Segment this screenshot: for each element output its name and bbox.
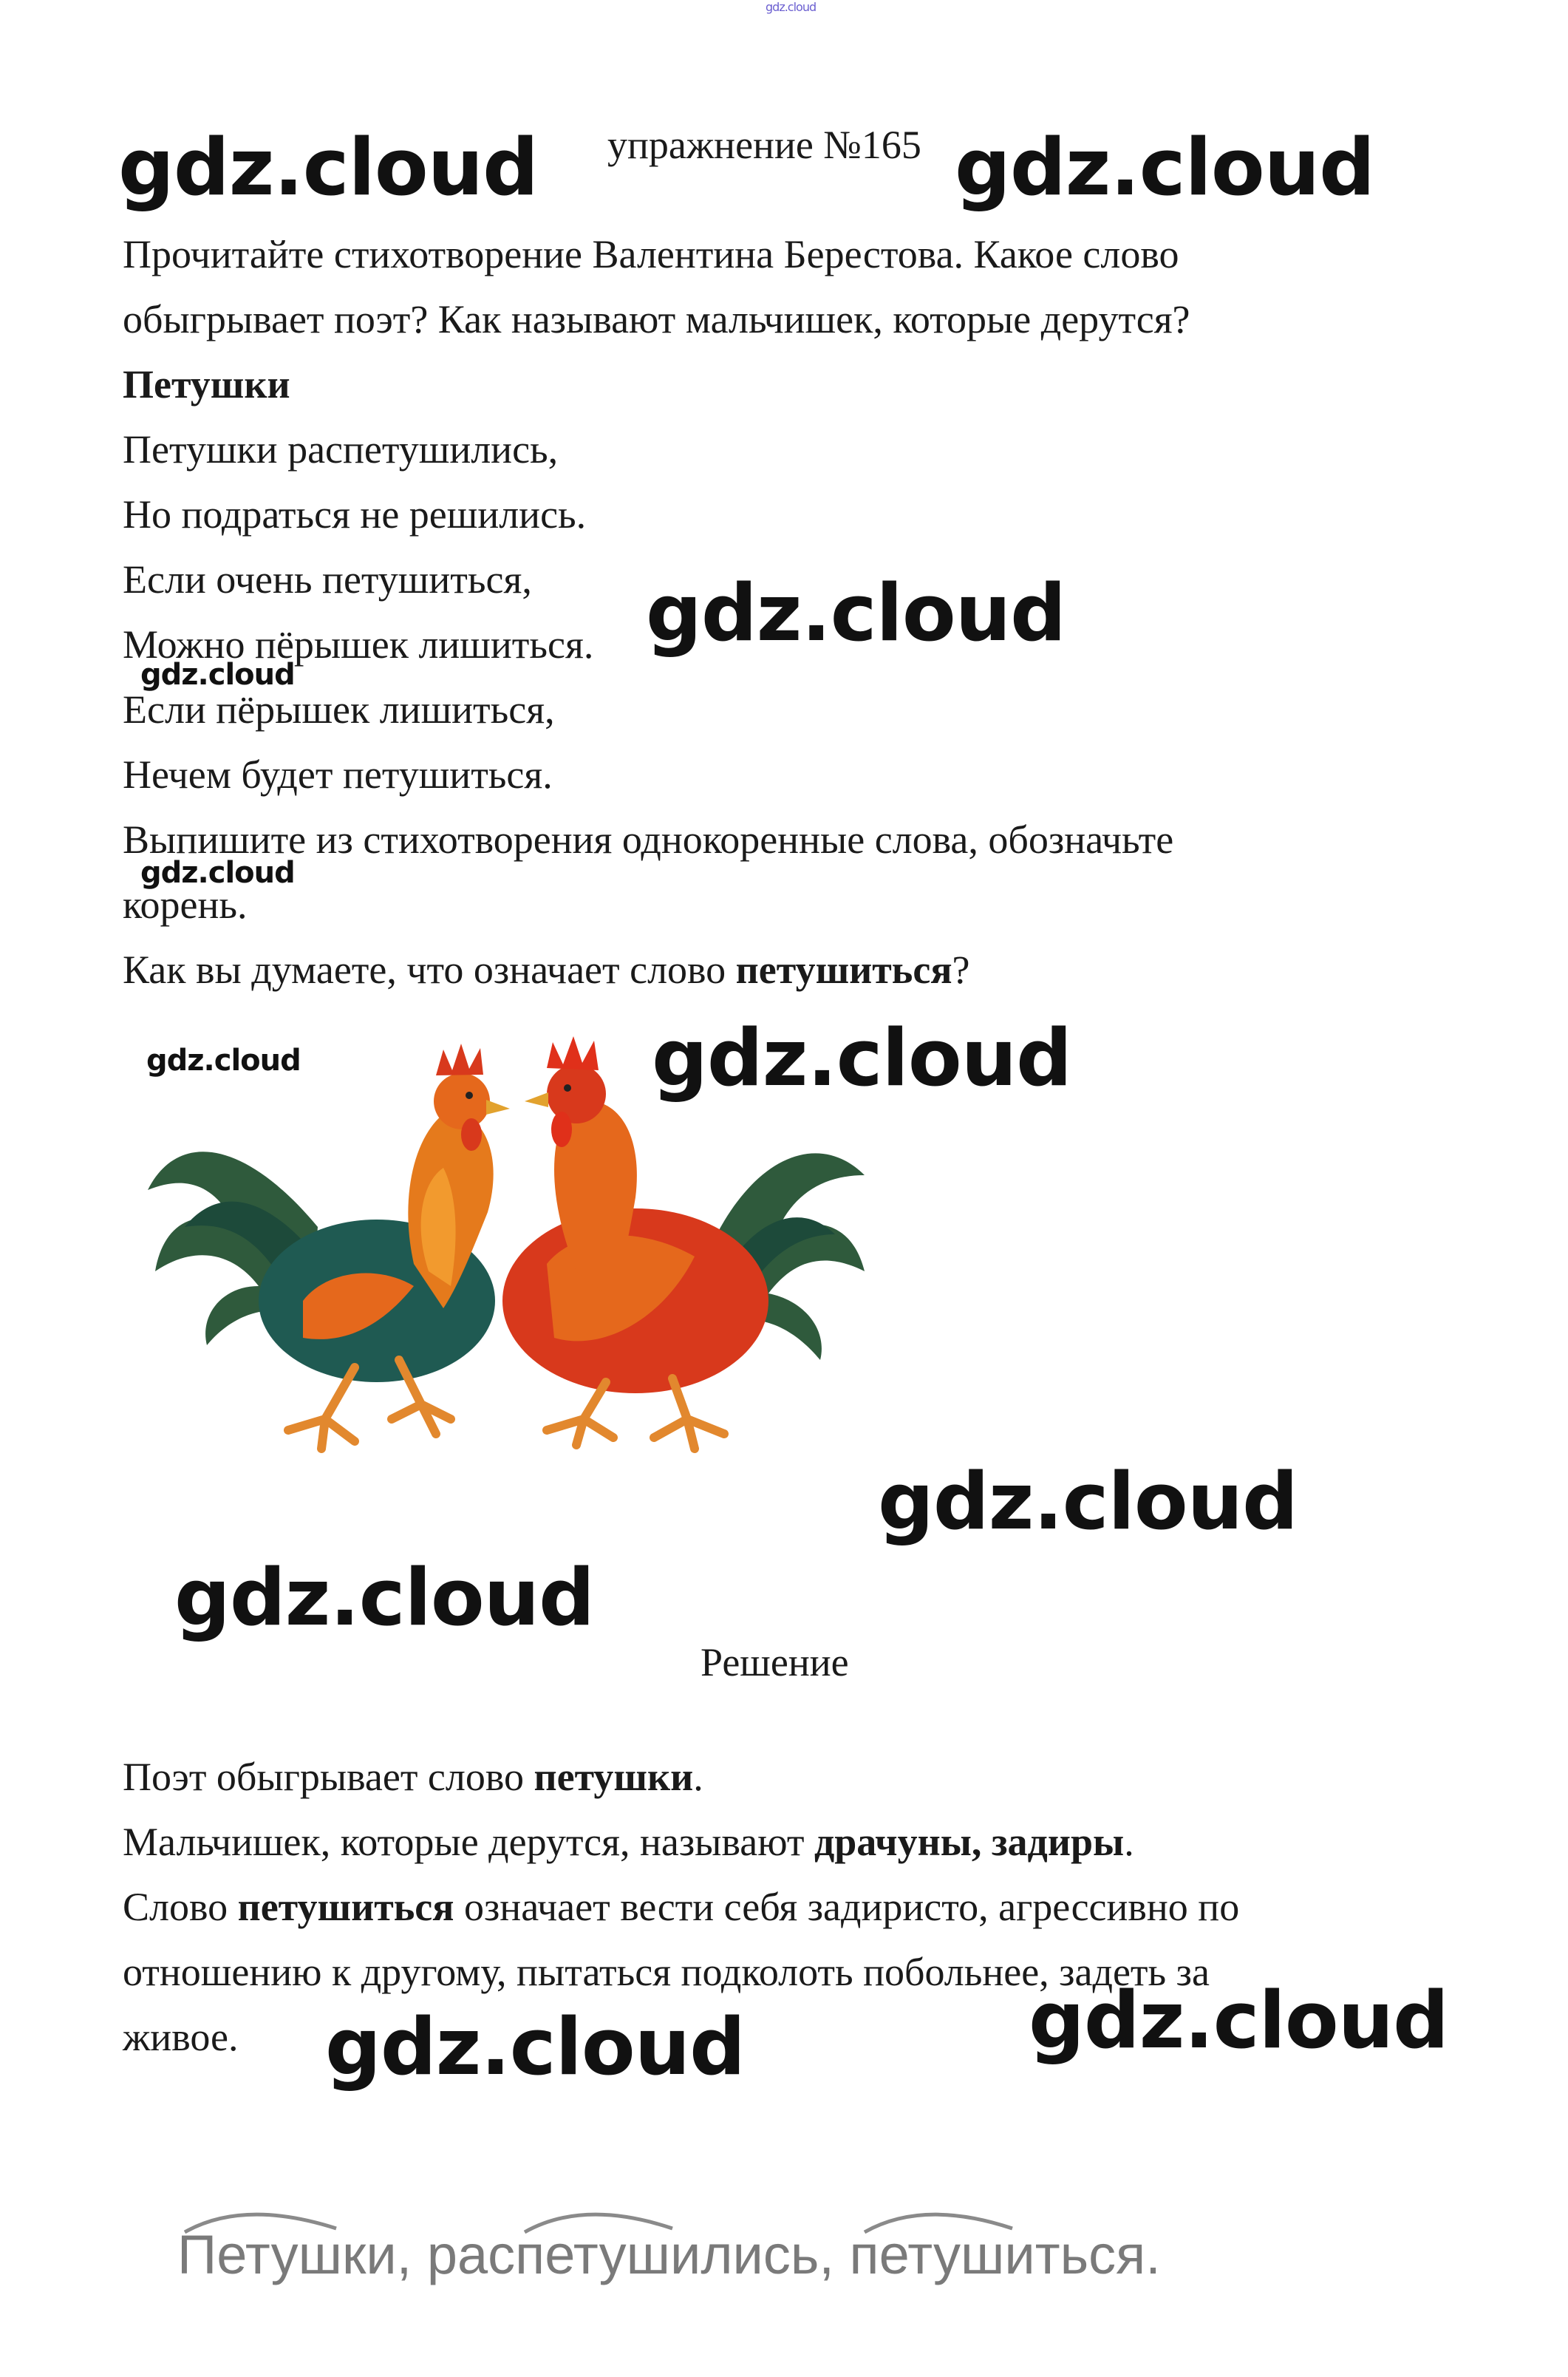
solution-line: Мальчишек, которые дерутся, называют драчуны, задиры.	[123, 1820, 1134, 1864]
answer-word: распетушились,	[426, 2224, 834, 2285]
task3-line: Как вы думаете, что означает слово петушиться?	[123, 948, 970, 992]
solution-label: Решение	[701, 1640, 849, 1684]
answer-word: Петушки,	[177, 2224, 412, 2285]
watermark-small: gdz.cloud	[140, 856, 295, 890]
rooster-left	[148, 1044, 510, 1449]
poem-line: Можно пёрышек лишиться.	[123, 622, 594, 667]
rooster-right	[502, 1036, 865, 1449]
watermark: gdz.cloud	[652, 1013, 1072, 1104]
roosters-illustration	[133, 1005, 872, 1463]
task-line: обыгрывает поэт? Как называют мальчишек, которые дерутся?	[123, 297, 1190, 341]
answer-words	[177, 2223, 1161, 2286]
solution-line: отношению к другому, пытаться подколоть побольнее, задеть за	[123, 1950, 1210, 1994]
task-line: Прочитайте стихотворение Валентина Берестова. Какое слово	[123, 232, 1179, 276]
task2-line: Выпишите из стихотворения однокоренные слова, обозначьте	[123, 817, 1174, 862]
solution-line: Поэт обыгрывает слово петушки.	[123, 1755, 703, 1799]
answer-image	[140, 2195, 1234, 2291]
answer-word: петушиться.	[849, 2224, 1161, 2285]
watermark: gdz.cloud	[1029, 1975, 1449, 2066]
watermark-small: gdz.cloud	[146, 1044, 301, 1078]
watermark: gdz.cloud	[118, 122, 539, 213]
watermark-small: gdz.cloud	[140, 658, 295, 692]
watermark: gdz.cloud	[646, 568, 1066, 659]
watermark: gdz.cloud	[878, 1456, 1298, 1547]
solution-line: живое.	[123, 2015, 239, 2059]
poem-line: Петушки распетушились,	[123, 427, 559, 472]
watermark: gdz.cloud	[955, 122, 1375, 213]
poem-line: Если пёрышек лишиться,	[123, 687, 555, 732]
poem-line: Но подраться не решились.	[123, 492, 587, 537]
poem-line: Если очень петушиться,	[123, 557, 532, 602]
watermark: gdz.cloud	[325, 2002, 746, 2092]
watermark: gdz.cloud	[174, 1552, 595, 1643]
poem-title: Петушки	[123, 362, 290, 407]
solution-line: Слово петушиться означает вести себя задиристо, агрессивно по	[123, 1885, 1240, 1929]
exercise-title: упражнение №165	[607, 123, 921, 167]
poem-line: Нечем будет петушиться.	[123, 752, 553, 797]
task2-line: корень.	[123, 883, 248, 927]
watermark-top: gdz.cloud	[766, 0, 817, 14]
